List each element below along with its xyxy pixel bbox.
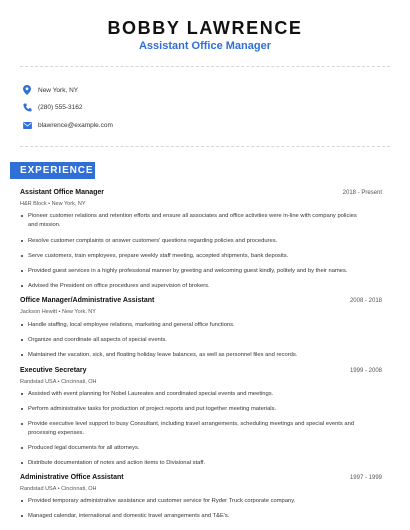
contact-phone [21, 100, 82, 114]
email-icon [21, 119, 33, 131]
bullet-text: Advised the President on office procedures and supervision of brokers. [28, 283, 210, 289]
job-position: Assistant Office Manager [20, 189, 105, 196]
job-bullet [20, 497, 365, 506]
bullet-text: Organize and coordinate all aspects of special events. [28, 337, 167, 343]
company-name: H&R Block [20, 201, 47, 207]
job-bullet [20, 321, 365, 330]
job-position: Office Manager/Administrative Assistant [20, 297, 155, 304]
job-dates: 1999 - 2008 [349, 368, 382, 374]
bullet-dot [21, 285, 23, 287]
job-entry [20, 297, 382, 317]
bullet-dot [21, 447, 23, 449]
job-title-heading: Assistant Office Manager [138, 40, 272, 52]
bullet-text: Assisted with event planning for Nobel Laureates and coordinated special events and meetings. [28, 391, 274, 397]
company-name: Randstad USA [20, 486, 57, 492]
job-bullet [20, 282, 365, 291]
bullet-text: Produced legal documents for all attorneys. [28, 445, 140, 451]
email-text[interactable]: blawrence@example.com [38, 121, 113, 129]
job-entry [20, 474, 382, 494]
bullet-dot [21, 462, 23, 464]
job-bullet [20, 459, 365, 468]
bullet-dot [21, 240, 23, 242]
job-dates: 2008 - 2018 [349, 298, 382, 304]
bullet-dot [21, 215, 23, 217]
bullet-text: Maintained the vacation, sick, and floating holiday leave balances, as well as personnel files and records. [28, 352, 298, 358]
bullet-text: Perform administrative tasks for production of project reports and put together meeting materials. [28, 406, 277, 412]
company-location: New York, NY [61, 309, 96, 315]
job-bullet [20, 212, 365, 229]
divider [20, 146, 390, 147]
job-company-line: Jackson Hewitt • New York, NY [20, 309, 96, 315]
company-location: Cincinnati, OH [61, 486, 97, 492]
bullet-dot [21, 423, 23, 425]
bullet-text: Handle staffing, local employee relations, marketing and general office functions. [28, 322, 235, 328]
bullet-text: Provide executive level support to busy Consultant, including travel arrangements, scheduling meetings and special events and processing expenses. [28, 421, 355, 436]
candidate-name: BOBBY LAWRENCE [107, 18, 303, 38]
phone-text: (280) 555-3162 [38, 103, 83, 111]
job-company-line: Randstad USA • Cincinnati, OH [20, 486, 97, 492]
company-location: Cincinnati, OH [61, 379, 97, 385]
bullet-dot [21, 270, 23, 272]
bullet-dot [21, 354, 23, 356]
job-bullet [20, 405, 365, 414]
contact-location [21, 83, 78, 97]
job-bullet [20, 420, 365, 437]
bullet-text: Distribute documentation of notes and action items to Divisional staff. [28, 460, 206, 466]
job-position: Executive Secretary [20, 367, 87, 374]
job-bullet [20, 237, 365, 246]
job-position: Administrative Office Assistant [20, 474, 124, 481]
job-bullet [20, 336, 365, 345]
job-bullet [20, 351, 365, 360]
bullet-dot [21, 408, 23, 410]
bullet-text: Pioneer customer relations and retention efforts and ensure all associates and office activities were in-line with company policies and mission. [28, 213, 357, 228]
job-company-line: H&R Block • New York, NY [20, 201, 86, 207]
location-pin-icon [21, 84, 33, 96]
job-bullet [20, 512, 365, 521]
contact-email [21, 118, 113, 132]
bullet-dot [21, 255, 23, 257]
bullet-text: Managed calendar, international and domestic travel arrangements and T&E's. [28, 513, 230, 519]
divider [20, 66, 390, 67]
job-bullet [20, 267, 365, 276]
job-bullet [20, 252, 365, 261]
bullet-dot [21, 515, 23, 517]
job-dates: 2018 - Present [342, 190, 382, 196]
job-entry [20, 367, 382, 387]
job-bullet [20, 390, 365, 399]
job-company-line: Randstad USA • Cincinnati, OH [20, 379, 97, 385]
company-location: New York, NY [51, 201, 86, 207]
bullet-dot [21, 393, 23, 395]
bullet-text: Resolve customer complaints or answer customers' questions regarding policies and procedures. [28, 238, 278, 244]
bullet-dot [21, 324, 23, 326]
bullet-text: Provided guest services in a highly professional manner by greeting and welcoming guest kindly, politely and by their names. [28, 268, 348, 274]
bullet-text: Provided temporary administrative assistance and customer service for Ryder Truck corporate company. [28, 498, 296, 504]
bullet-text: Serve customers, train employees, prepare weekly staff meeting, accepted shipments, bank deposits. [28, 253, 289, 259]
phone-icon [21, 101, 33, 113]
location-text: New York, NY [38, 86, 79, 94]
job-bullet [20, 444, 365, 453]
bullet-dot [21, 500, 23, 502]
company-name: Jackson Hewitt [20, 309, 57, 315]
section-heading-experience: EXPERIENCE [10, 162, 95, 179]
company-name: Randstad USA [20, 379, 57, 385]
job-dates: 1997 - 1999 [349, 475, 382, 481]
job-entry [20, 189, 382, 209]
bullet-dot [21, 339, 23, 341]
